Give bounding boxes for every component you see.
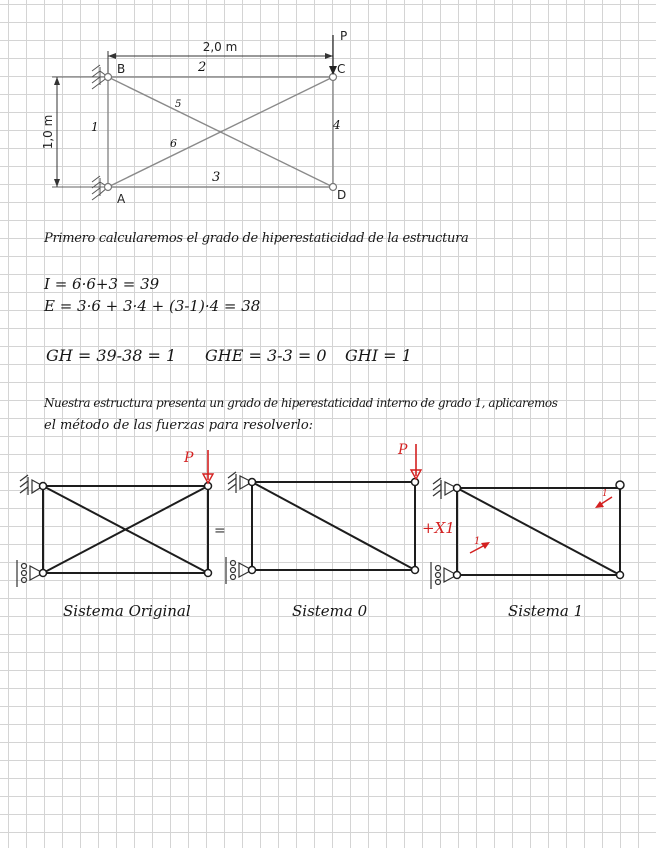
bar-3-label: 3 bbox=[212, 170, 221, 185]
intro-line: Primero calcularemos el grado de hiperestaticidad de la estructura bbox=[44, 231, 469, 246]
span-label: 2,0 m bbox=[202, 40, 238, 54]
bar-5-label: 5 bbox=[175, 99, 182, 110]
load-label: P bbox=[340, 29, 348, 43]
truss-figure bbox=[30, 25, 360, 210]
caption-sistema-0: Sistema 0 bbox=[292, 602, 368, 620]
bar-6-label: 6 bbox=[170, 137, 177, 150]
sistema-0-drawing bbox=[226, 442, 421, 584]
unit-force-label-right: 1 bbox=[602, 489, 608, 499]
bar-4-label: 4 bbox=[333, 118, 341, 132]
plus-x1-label: +X1 bbox=[422, 519, 455, 537]
sistema-1-drawing bbox=[431, 478, 624, 589]
equation-ghi: GHI = 1 bbox=[345, 346, 412, 365]
unit-force-label-left: 1 bbox=[474, 536, 481, 547]
sistema-original-drawing bbox=[17, 450, 213, 587]
bar-1-label: 1 bbox=[91, 120, 99, 134]
sistema-0-load-label: P bbox=[398, 442, 408, 458]
equation-e: E = 3·6 + 3·4 + (3-1)·4 = 38 bbox=[44, 297, 261, 315]
equals-sign: = bbox=[214, 523, 226, 539]
node-d: D bbox=[337, 188, 347, 202]
equation-ghe: GHE = 3-3 = 0 bbox=[205, 346, 327, 365]
node-c: C bbox=[337, 62, 346, 76]
paragraph-line-2: el método de las fuerzas para resolverlo: bbox=[44, 418, 314, 433]
original-load-label: P bbox=[184, 450, 194, 466]
height-label: 1,0 m bbox=[41, 114, 55, 150]
caption-sistema-1: Sistema 1 bbox=[508, 602, 584, 620]
caption-sistema-original: Sistema Original bbox=[63, 602, 191, 620]
bar-2-label: 2 bbox=[198, 60, 207, 75]
equation-i: I = 6·6+3 = 39 bbox=[44, 275, 160, 293]
truss-bars bbox=[108, 77, 333, 187]
node-a: A bbox=[117, 192, 126, 206]
paragraph-line-1: Nuestra estructura presenta un grado de hiperestaticidad interno de grado 1, aplicaremos bbox=[44, 396, 558, 410]
node-b: B bbox=[117, 62, 126, 76]
equation-gh: GH = 39-38 = 1 bbox=[46, 346, 177, 365]
